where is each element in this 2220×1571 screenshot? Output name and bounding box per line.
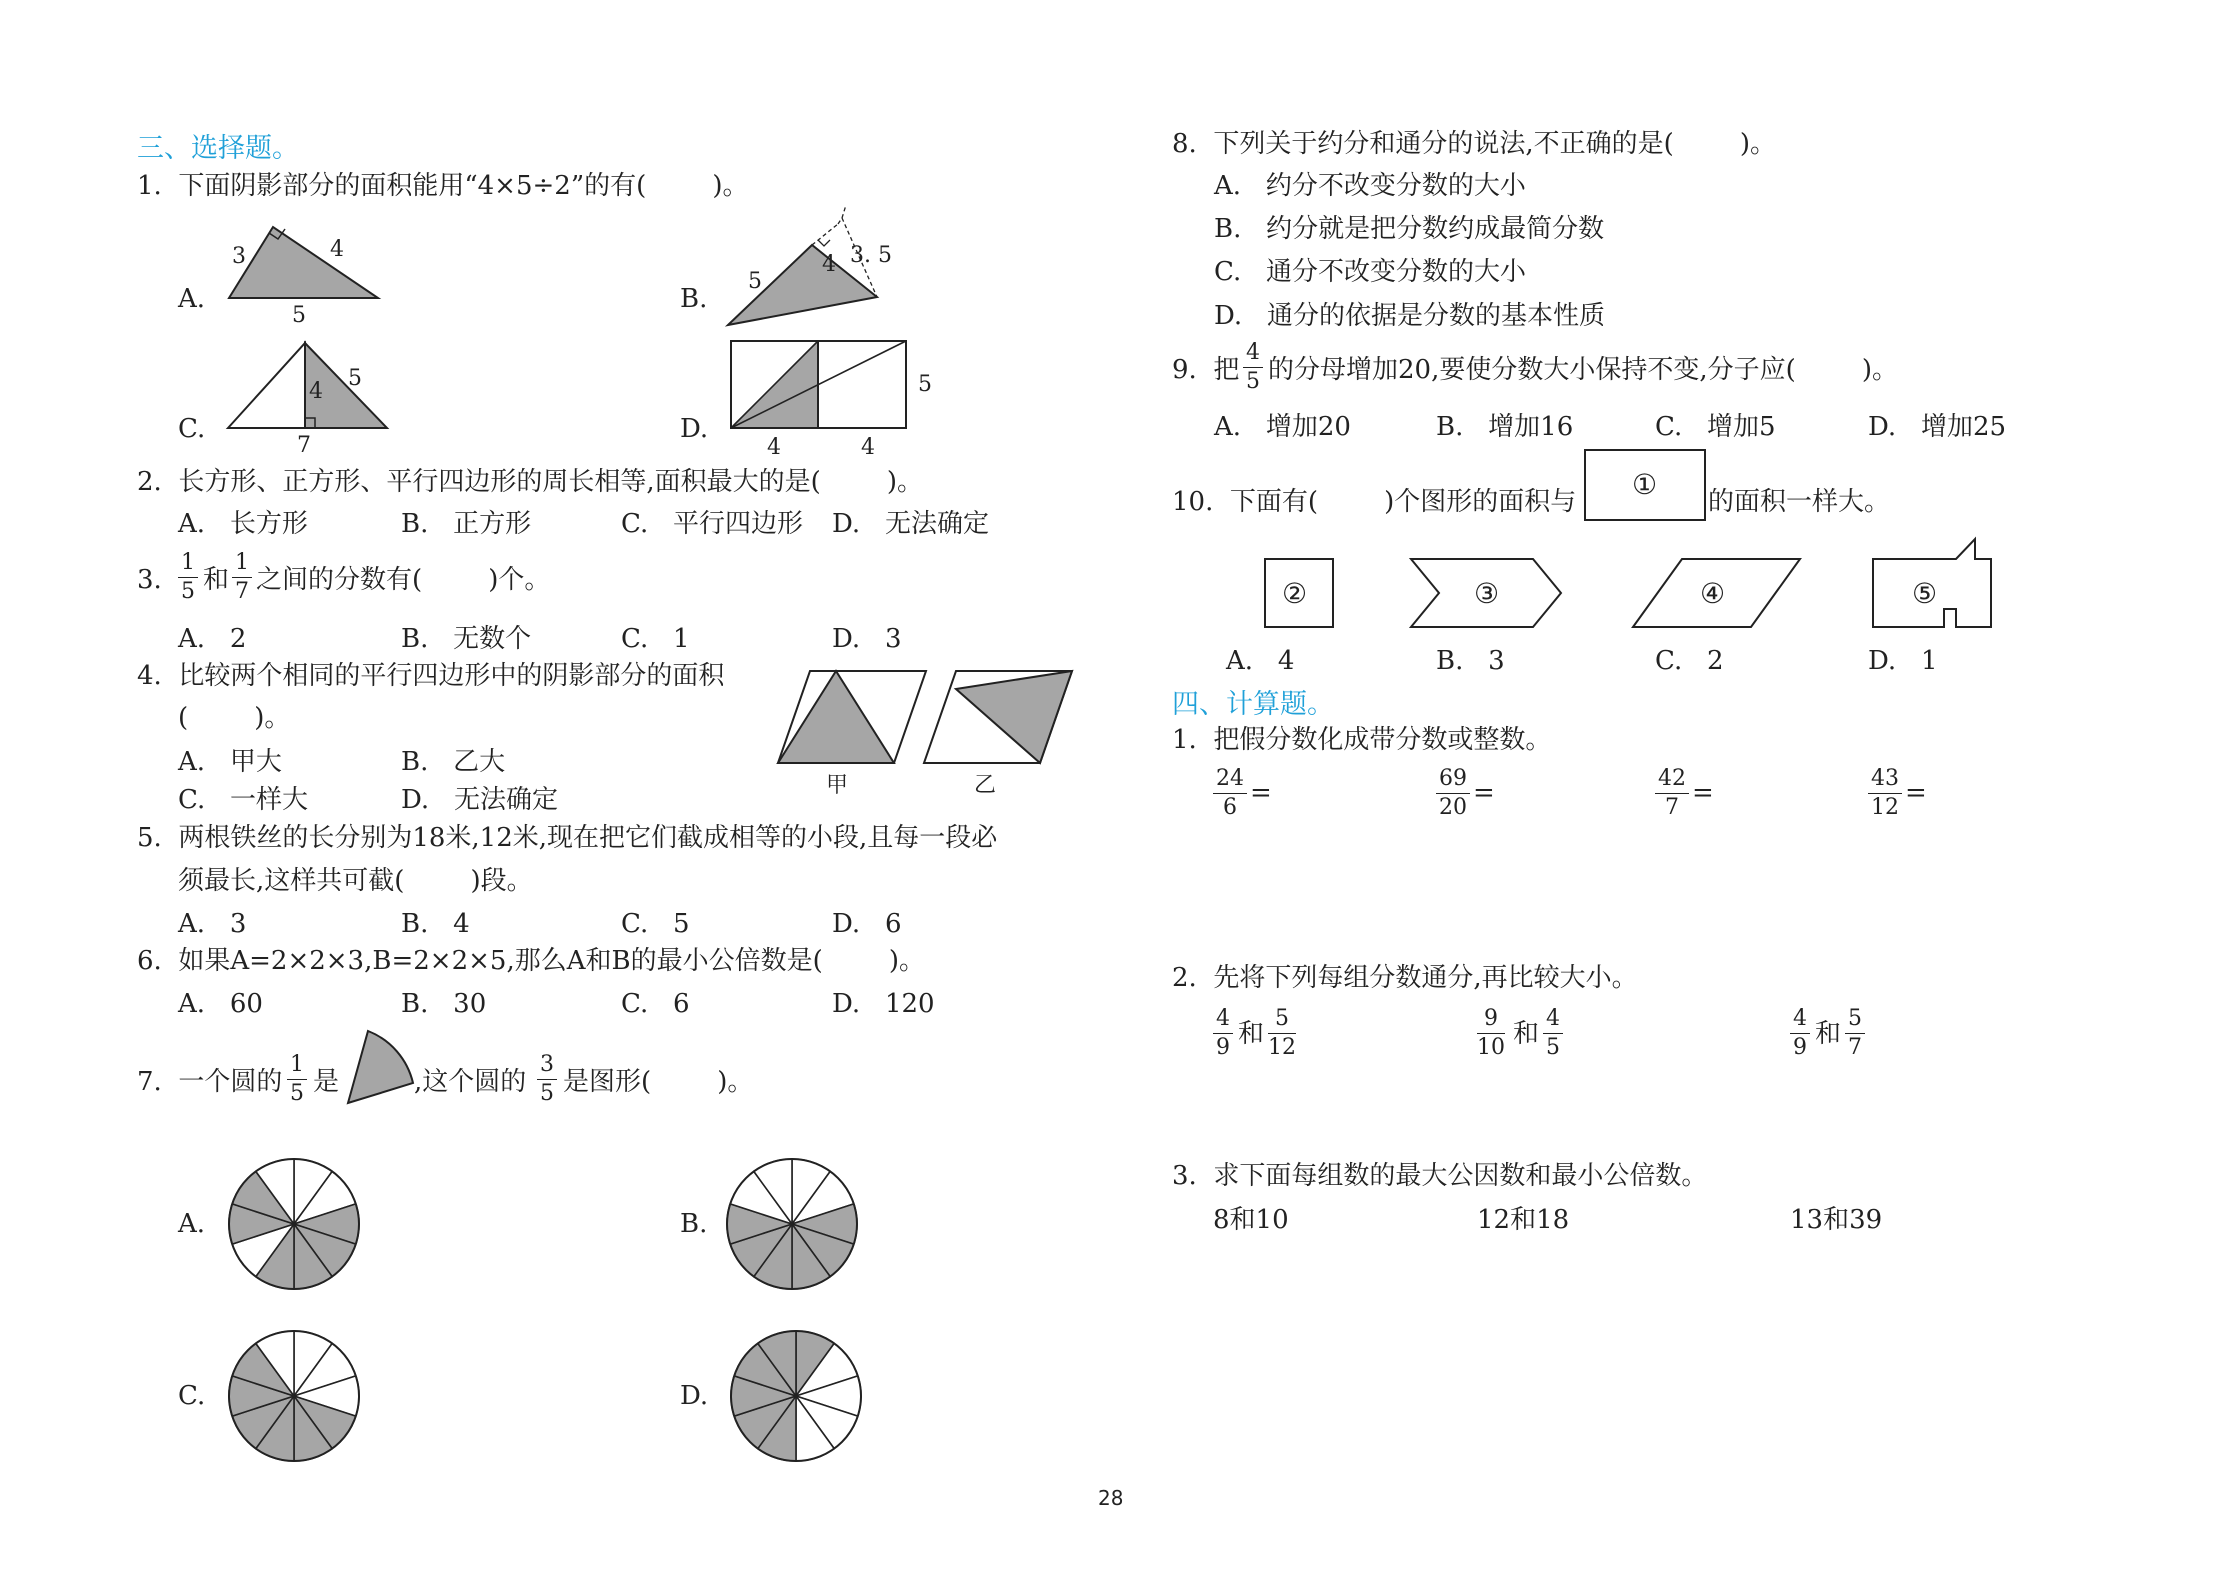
- q7-option-d: D.: [680, 1381, 709, 1411]
- q3-option-a: A. 2: [178, 624, 247, 654]
- q1a-base-5: 5: [292, 303, 306, 328]
- question-4-line1: 4. 比较两个相同的平行四边形中的阴影部分的面积: [137, 661, 725, 691]
- q9-option-b: B. 增加16: [1436, 412, 1574, 442]
- q9-fraction-4-5: 4 5: [1243, 341, 1263, 394]
- q10-option-a: A. 4: [1226, 646, 1295, 676]
- q1-option-b: B.: [680, 284, 708, 314]
- question-7-post: 是图形( )。: [563, 1067, 754, 1097]
- q7-circle-a: [229, 1159, 359, 1289]
- q3-option-c: C. 1: [621, 624, 690, 654]
- q9-option-c: C. 增加5: [1655, 412, 1776, 442]
- q5-option-b: B. 4: [401, 909, 470, 939]
- q1c-height-4: 4: [309, 379, 323, 404]
- q10-shape-label-3: ③: [1474, 577, 1500, 610]
- q3-option-d: D. 3: [832, 624, 902, 654]
- q10-option-c: C. 2: [1655, 646, 1724, 676]
- q2-option-d: D. 无法确定: [832, 509, 989, 539]
- calc-2-g2-a: 9 10: [1477, 1006, 1505, 1060]
- q6-option-b: B. 30: [401, 989, 487, 1019]
- calc-2-g1-a: 4 9: [1213, 1007, 1233, 1060]
- q8-option-a: A. 约分不改变分数的大小: [1214, 171, 1526, 201]
- q1-option-c: C.: [178, 414, 206, 444]
- q1b-side-5: 5: [748, 269, 762, 294]
- q1-option-a: A.: [178, 284, 206, 314]
- q2-option-c: C. 平行四边形: [621, 509, 804, 539]
- question-10-pre: 10. 下面有( )个图形的面积与: [1172, 487, 1577, 517]
- q4-label-yi: 乙: [974, 773, 997, 798]
- q1d-base-4a: 4: [767, 435, 781, 460]
- question-7-pre: 7. 一个圆的: [137, 1067, 283, 1097]
- calc-1-fraction-24-6: 24 6: [1213, 767, 1247, 820]
- q7-option-a: A.: [178, 1209, 206, 1239]
- calc-3-prompt: 3. 求下面每组数的最大公因数和最小公倍数。: [1172, 1161, 1708, 1191]
- q9-option-d: D. 增加25: [1868, 412, 2007, 442]
- calc-2-g2-and: 和: [1513, 1019, 1540, 1049]
- calc-1-eq-1: =: [1250, 778, 1272, 808]
- question-7-mid: ,这个圆的: [414, 1067, 527, 1097]
- question-4-line2: ( )。: [178, 703, 291, 733]
- calc-3-item-2: 12和18: [1477, 1205, 1570, 1235]
- q3-option-b: B. 无数个: [401, 624, 532, 654]
- calc-2-g1-b: 5 12: [1268, 1006, 1296, 1060]
- calc-1-prompt: 1. 把假分数化成带分数或整数。: [1172, 725, 1552, 755]
- q2-option-a: A. 长方形: [178, 509, 308, 539]
- q6-option-a: A. 60: [178, 989, 263, 1019]
- question-5-line1: 5. 两根铁丝的长分别为18米,12米,现在把它们截成相等的小段,且每一段必: [137, 823, 998, 853]
- q10-shape-label-5: ⑤: [1912, 577, 1938, 610]
- q2-option-b: B. 正方形: [401, 509, 532, 539]
- calc-1-eq-3: =: [1692, 778, 1714, 808]
- question-5-line2: 须最长,这样共可截( )段。: [178, 866, 533, 896]
- section-title-choice: 三、选择题。: [137, 133, 299, 164]
- calc-2-g3-a: 4 9: [1790, 1007, 1810, 1060]
- q1-option-d: D.: [680, 414, 709, 444]
- q4-label-jia: 甲: [826, 773, 849, 798]
- calc-2-g2-b: 4 5: [1543, 1007, 1563, 1060]
- q1c-base-7: 7: [297, 433, 311, 458]
- calc-1-fraction-42-7: 42 7: [1655, 767, 1689, 820]
- q6-option-d: D. 120: [832, 989, 935, 1019]
- q10-shape-label-2: ②: [1282, 577, 1308, 610]
- q7-circle-d: [731, 1331, 861, 1461]
- calc-3-item-1: 8和10: [1213, 1205, 1289, 1235]
- q5-option-c: C. 5: [621, 909, 690, 939]
- q8-option-b: B. 约分就是把分数约成最简分数: [1214, 214, 1605, 244]
- question-10-post: 的面积一样大。: [1708, 487, 1891, 517]
- q1a-side-3: 3: [232, 244, 246, 269]
- q10-option-b: B. 3: [1436, 646, 1505, 676]
- calc-2-g1-and: 和: [1238, 1019, 1265, 1049]
- question-8: 8. 下列关于约分和通分的说法,不正确的是( )。: [1172, 129, 1777, 159]
- q4-option-b: B. 乙大: [401, 747, 506, 777]
- q7-circle-c: [229, 1331, 359, 1461]
- calc-1-fraction-69-20: 69 20: [1436, 767, 1470, 820]
- q7-option-c: C.: [178, 1381, 206, 1411]
- calc-1-eq-4: =: [1905, 778, 1927, 808]
- question-9-pre: 9. 把: [1172, 355, 1240, 385]
- question-3-text: 之间的分数有( )个。: [256, 565, 551, 595]
- calc-2-g3-b: 5 7: [1845, 1007, 1865, 1060]
- page-number: 28: [1098, 1486, 1124, 1510]
- calc-2-prompt: 2. 先将下列每组分数通分,再比较大小。: [1172, 963, 1638, 993]
- q8-option-d: D. 通分的依据是分数的基本性质: [1214, 301, 1605, 331]
- q1c-side-5: 5: [348, 366, 362, 391]
- question-7-is: 是: [313, 1067, 340, 1097]
- q3-fraction-1-5: 1 5: [178, 551, 198, 604]
- section-title-calc: 四、计算题。: [1172, 689, 1334, 720]
- question-1: 1. 下面阴影部分的面积能用“4×5÷2”的有( )。: [137, 171, 749, 201]
- q7-fraction-3-5: 3 5: [537, 1053, 557, 1106]
- calc-2-g3-and: 和: [1815, 1019, 1842, 1049]
- q4-option-a: A. 甲大: [178, 747, 282, 777]
- q1b-side-4: 4: [822, 252, 836, 277]
- calc-1-eq-2: =: [1473, 778, 1495, 808]
- q1a-side-4: 4: [330, 237, 344, 262]
- q5-option-d: D. 6: [832, 909, 902, 939]
- q1b-height-3-5: 3. 5: [850, 243, 892, 268]
- q9-option-a: A. 增加20: [1214, 412, 1351, 442]
- question-6: 6. 如果A=2×2×3,B=2×2×5,那么A和B的最小公倍数是( )。: [137, 946, 925, 976]
- question-3-number: 3.: [137, 565, 162, 595]
- q4-option-c: C. 一样大: [178, 785, 309, 815]
- calc-3-item-3: 13和39: [1790, 1205, 1883, 1235]
- q3-and: 和: [203, 565, 230, 595]
- q3-fraction-1-7: 1 7: [232, 551, 252, 604]
- q7-option-b: B.: [680, 1209, 708, 1239]
- q1d-height-5: 5: [918, 372, 932, 397]
- q7-fraction-1-5: 1 5: [287, 1053, 307, 1106]
- q5-option-a: A. 3: [178, 909, 247, 939]
- question-9-text: 的分母增加20,要使分数大小保持不变,分子应( )。: [1268, 355, 1899, 385]
- q1d-base-4b: 4: [861, 435, 875, 460]
- calc-1-fraction-43-12: 43 12: [1868, 767, 1902, 820]
- q10-option-d: D. 1: [1868, 646, 1938, 676]
- q6-option-c: C. 6: [621, 989, 690, 1019]
- q10-reference-label: ①: [1632, 468, 1658, 501]
- question-2: 2. 长方形、正方形、平行四边形的周长相等,面积最大的是( )。: [137, 467, 924, 497]
- q8-option-c: C. 通分不改变分数的大小: [1214, 257, 1527, 287]
- q10-shape-label-4: ④: [1700, 577, 1726, 610]
- q7-circle-b: [727, 1159, 857, 1289]
- q4-option-d: D. 无法确定: [401, 785, 558, 815]
